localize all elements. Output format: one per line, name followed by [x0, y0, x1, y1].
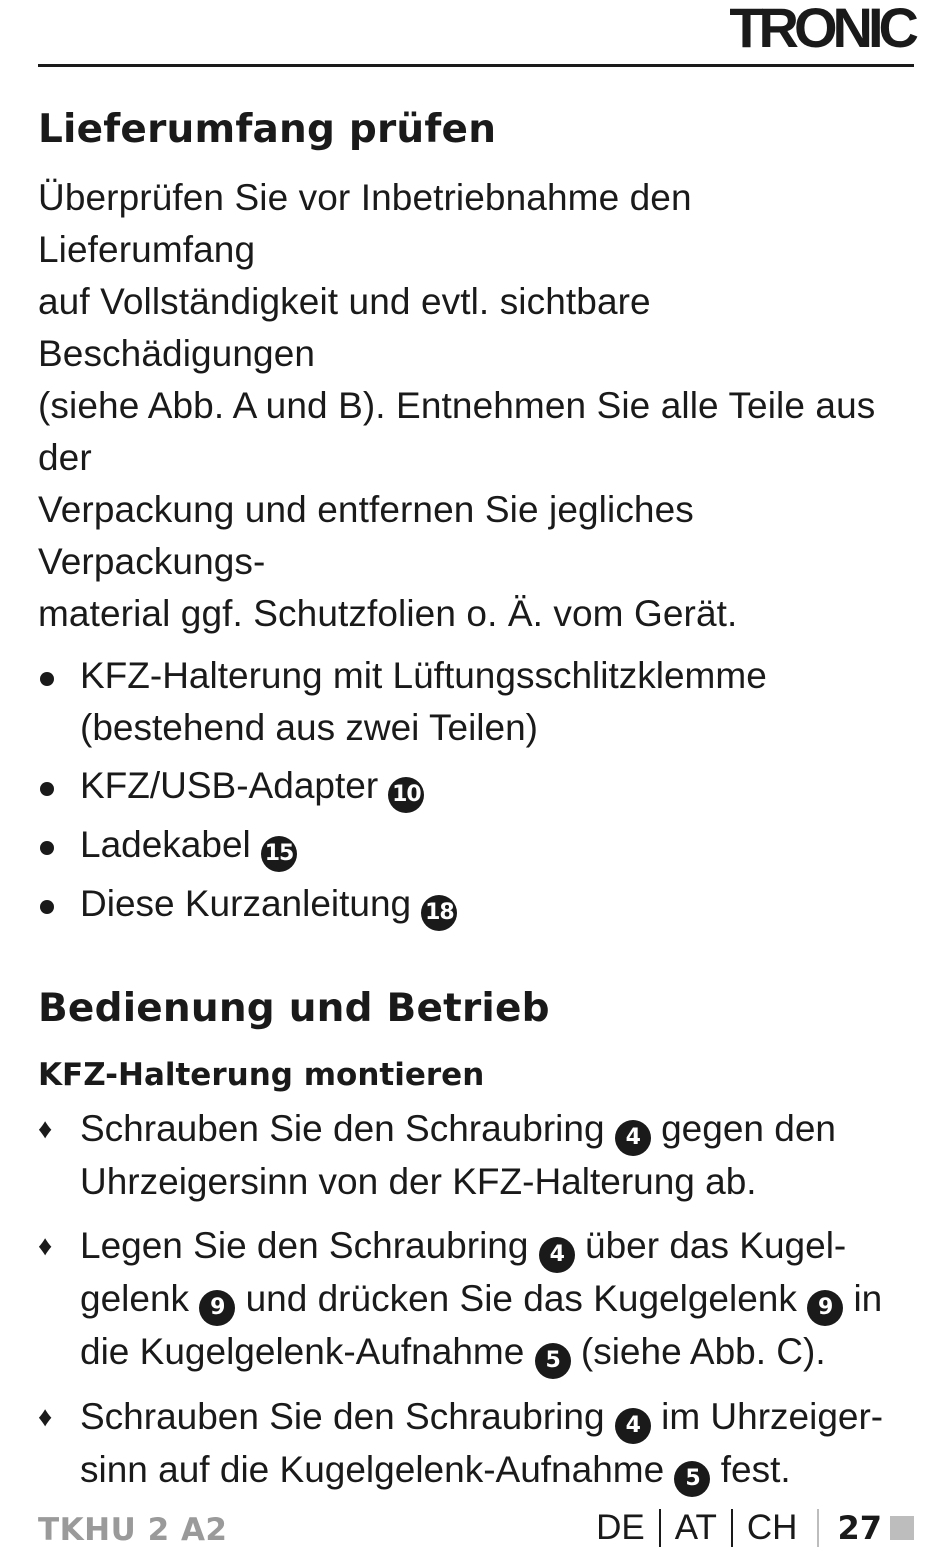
- header-divider: [38, 64, 914, 67]
- reference-number-badge: 4: [615, 1408, 651, 1444]
- step-line: [80, 1220, 914, 1273]
- step-line: [80, 1326, 914, 1379]
- step-line: [80, 1444, 914, 1497]
- brand-logo: TRONIC: [729, 0, 914, 59]
- step-item: [38, 1220, 914, 1379]
- step-text: Schrauben Sie den Schraubring: [80, 1108, 605, 1149]
- list-item-line: KFZ-Halterung mit Lüftungsschlitzklemme: [80, 655, 767, 696]
- page-number: 27: [837, 1509, 882, 1547]
- list-item: [38, 760, 914, 813]
- paragraph-line: Verpackung und entfernen Sie jegliches Verpackungs-: [38, 489, 694, 582]
- step-line: [80, 1391, 914, 1444]
- step-text: gegen den: [661, 1108, 836, 1149]
- list-item-text: Ladekabel: [80, 824, 251, 865]
- step-line: Uhrzeigersinn von der KFZ-Halterung ab.: [80, 1161, 757, 1202]
- reference-number-badge: 9: [199, 1290, 235, 1326]
- step-line: [80, 1273, 914, 1326]
- model-number: TKHU 2 A2: [38, 1512, 228, 1548]
- step-text: Schrauben Sie den Schraubring: [80, 1396, 605, 1437]
- page-content: [38, 104, 914, 1497]
- diamond-bullet-icon: ♦: [38, 1401, 53, 1432]
- step-text: und drücken Sie das Kugelgelenk: [245, 1278, 797, 1319]
- bullet-dot-icon: [40, 672, 54, 686]
- list-item: [38, 650, 914, 754]
- step-line: [80, 1103, 914, 1156]
- list-item: [38, 819, 914, 872]
- section-title-lieferumfang: Lieferumfang prüfen: [38, 107, 497, 152]
- reference-number-badge: 15: [261, 836, 297, 872]
- reference-number-badge: 10: [388, 777, 424, 813]
- footer-separator: [731, 1509, 733, 1547]
- page-footer-nav: [596, 1508, 914, 1548]
- footer-separator: [817, 1509, 819, 1547]
- list-item-text: Diese Kurzanleitung: [80, 883, 412, 924]
- step-text: über das Kugel-: [585, 1225, 847, 1266]
- reference-number-badge: 18: [421, 895, 457, 931]
- list-item-line: (bestehend aus zwei Teilen): [80, 707, 538, 748]
- reference-number-badge: 4: [539, 1237, 575, 1273]
- reference-number-badge: 9: [807, 1290, 843, 1326]
- country-code-ch: CH: [746, 1508, 798, 1547]
- paragraph-line: material ggf. Schutzfolien o. Ä. vom Gerät.: [38, 593, 738, 634]
- bullet-dot-icon: [40, 782, 54, 796]
- step-text: Legen Sie den Schraubring: [80, 1225, 529, 1266]
- country-code-de: DE: [596, 1508, 645, 1547]
- paragraph-line: Überprüfen Sie vor Inbetriebnahme den Lieferumfang: [38, 177, 692, 270]
- reference-number-badge: 5: [674, 1461, 710, 1497]
- step-text: in: [853, 1278, 883, 1319]
- section-title-bedienung: Bedienung und Betrieb: [38, 986, 550, 1031]
- subsection-title-montieren: KFZ-Halterung montieren: [38, 1057, 485, 1093]
- intro-paragraph: [38, 172, 914, 640]
- step-text: die Kugelgelenk-Aufnahme: [80, 1331, 525, 1372]
- footer-separator: [659, 1509, 661, 1547]
- paragraph-line: auf Vollständigkeit und evtl. sichtbare Beschädigungen: [38, 281, 651, 374]
- mounting-steps-list: [38, 1103, 914, 1497]
- diamond-bullet-icon: ♦: [38, 1230, 53, 1261]
- country-code-at: AT: [674, 1508, 717, 1547]
- bullet-dot-icon: [40, 841, 54, 855]
- reference-number-badge: 5: [535, 1343, 571, 1379]
- reference-number-badge: 4: [615, 1120, 651, 1156]
- delivery-contents-list: [38, 650, 914, 931]
- step-text: sinn auf die Kugelgelenk-Aufnahme: [80, 1449, 665, 1490]
- list-item-text: KFZ/USB-Adapter: [80, 765, 379, 806]
- step-text: (siehe Abb. C).: [580, 1331, 826, 1372]
- page-marker-square-icon: [890, 1516, 914, 1540]
- list-item: [38, 878, 914, 931]
- step-item: [38, 1103, 914, 1208]
- step-item: [38, 1391, 914, 1497]
- step-text: fest.: [720, 1449, 791, 1490]
- bullet-dot-icon: [40, 900, 54, 914]
- step-text: im Uhrzeiger-: [661, 1396, 884, 1437]
- step-text: gelenk: [80, 1278, 190, 1319]
- paragraph-line: (siehe Abb. A und B). Entnehmen Sie alle Teile aus der: [38, 385, 876, 478]
- diamond-bullet-icon: ♦: [38, 1113, 53, 1144]
